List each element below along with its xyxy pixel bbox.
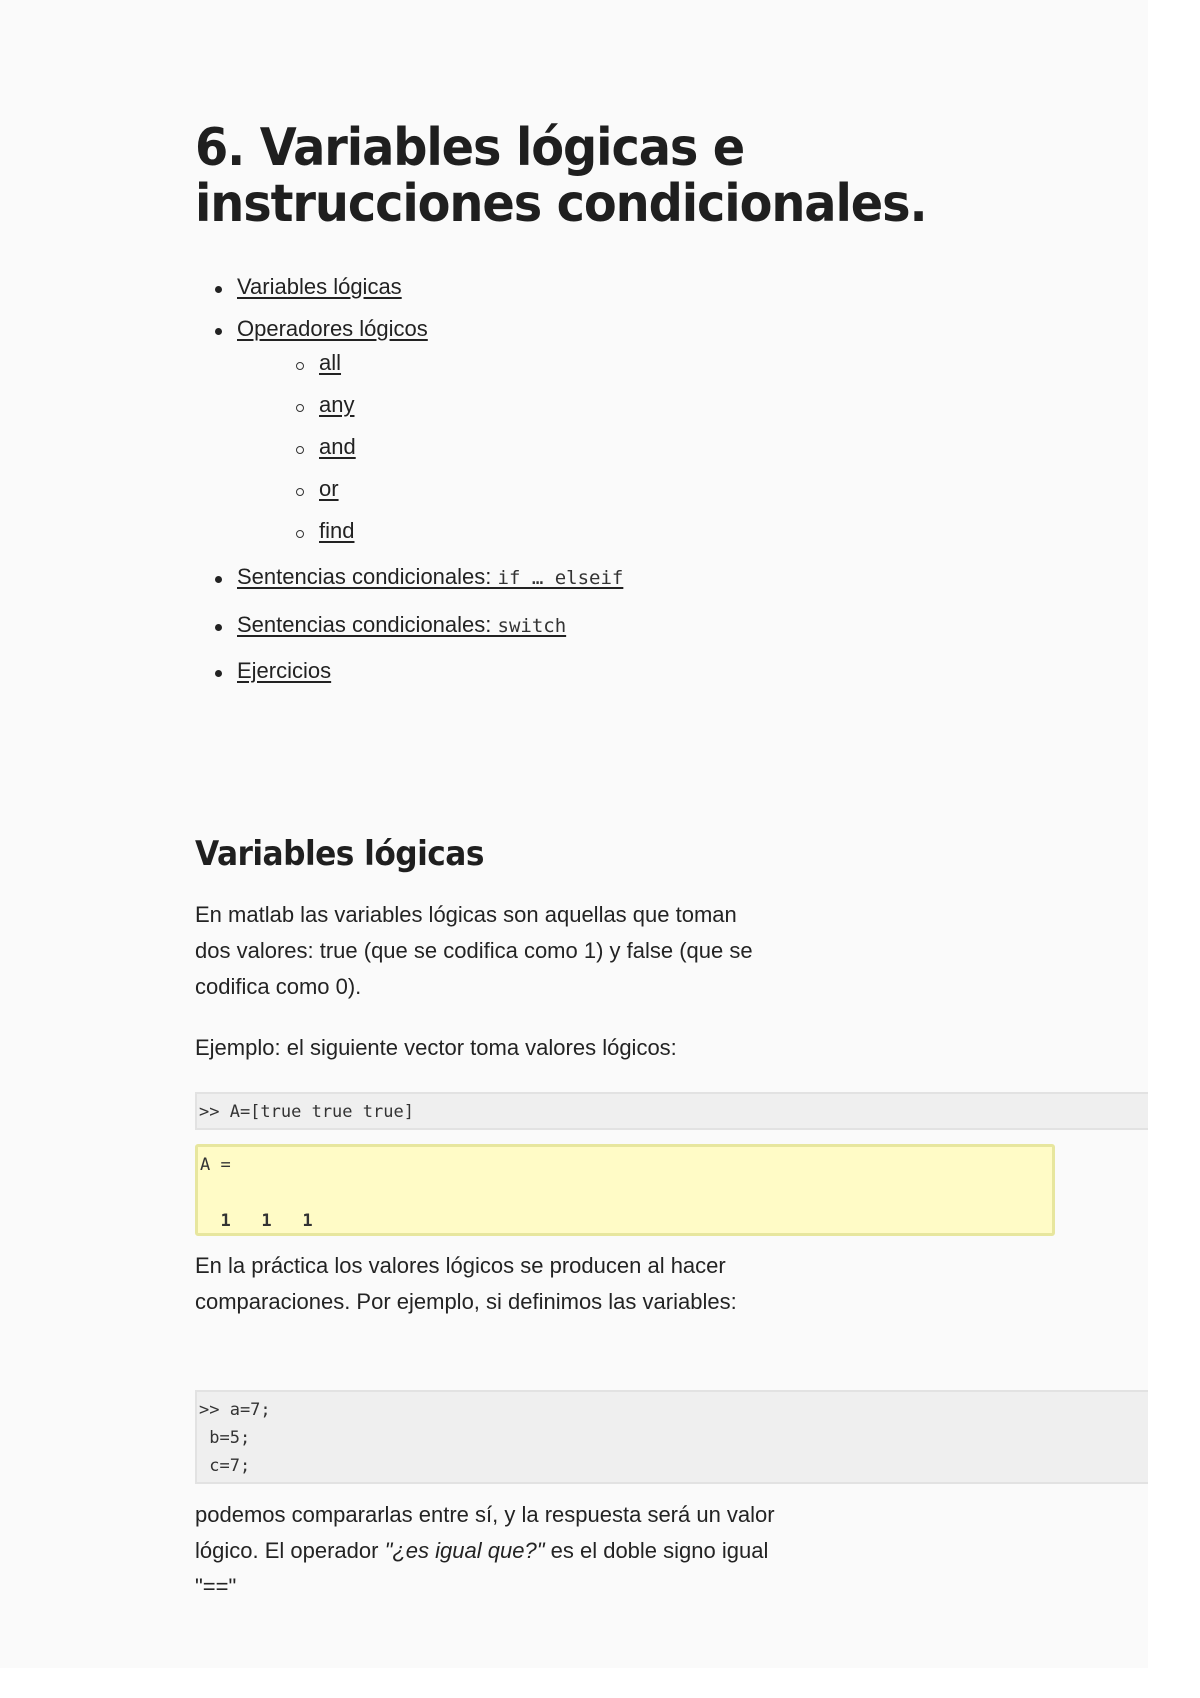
document-content (195, 118, 1148, 1599)
toc-link-ejercicios[interactable]: Ejercicios (237, 658, 332, 683)
code-block-input: >> A=[true true true] (195, 1092, 1148, 1130)
paragraph-text: podemos compararlas entre sí, y la respuesta será un valor lógico. El operador (195, 1502, 775, 1563)
toc-item (195, 564, 623, 590)
emphasis-text: "¿es igual que?" (384, 1538, 545, 1563)
table-of-contents (195, 274, 623, 684)
toc-subitem (237, 434, 623, 460)
code-block-variables: >> a=7; b=5; c=7; (195, 1390, 1148, 1484)
paragraph-text: es el doble signo igual "==" (195, 1538, 769, 1599)
output-label: A = (200, 1155, 231, 1175)
toc-subitem (237, 518, 623, 544)
toc-link-switch[interactable] (237, 612, 566, 637)
toc-link-find[interactable]: find (319, 518, 355, 543)
paragraph-example: Ejemplo: el siguiente vector toma valores lógicos: (195, 1035, 677, 1060)
toc-item (195, 658, 623, 684)
toc-link-any[interactable]: any (319, 392, 355, 417)
toc-link-text: Sentencias condicionales: (237, 612, 498, 637)
toc-link-all[interactable]: all (319, 350, 342, 375)
paragraph-intro: En matlab las variables lógicas son aquellas que toman dos valores: true (que se codifica como 1) y false (que se codifica como 0). (195, 902, 753, 999)
toc-link-code: switch (497, 615, 567, 637)
toc-link-variables-logicas[interactable]: Variables lógicas (237, 274, 402, 299)
toc-link-or[interactable]: or (319, 476, 339, 501)
output-blank-line (200, 1183, 210, 1203)
toc-subitem (237, 350, 623, 376)
paragraph-equality-operator (195, 1497, 775, 1605)
toc-sublist (237, 350, 623, 544)
page-title: 6. Variables lógicas e instrucciones condicionales. (195, 118, 927, 234)
toc-link-and[interactable]: and (319, 434, 356, 459)
code-output-block (195, 1144, 1055, 1236)
toc-link-code: if … elseif (497, 567, 624, 589)
toc-subitem (237, 392, 623, 418)
output-values: 1 1 1 (200, 1211, 313, 1231)
toc-link-if-elseif[interactable] (237, 564, 623, 589)
section-heading: Variables lógicas (195, 834, 484, 874)
toc-link-operadores-logicos[interactable]: Operadores lógicos (237, 316, 428, 341)
toc-link-text: Sentencias condicionales: (237, 564, 498, 589)
toc-item (195, 274, 623, 300)
toc-item (195, 316, 623, 544)
paragraph-comparisons: En la práctica los valores lógicos se producen al hacer comparaciones. Por ejemplo, si definimos las variables: (195, 1253, 737, 1314)
toc-item (195, 612, 623, 638)
toc-subitem (237, 476, 623, 502)
